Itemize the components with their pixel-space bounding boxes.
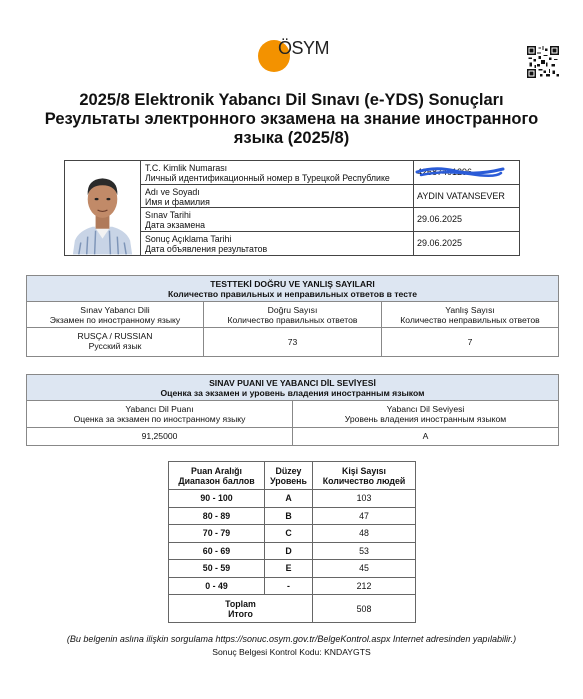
label-tr: Sonuç Açıklama Tarihi xyxy=(145,233,232,244)
col-language-ru: Экзамен по иностранному языку xyxy=(49,315,181,325)
col-correct-tr: Doğru Sayısı xyxy=(267,305,318,315)
id-number-value: 42687401296 xyxy=(417,167,473,177)
col-level-ru: Уровень владения иностранным языком xyxy=(344,414,507,424)
answers-column-headers xyxy=(27,302,558,328)
label-ru: Дата объявления результатов xyxy=(145,243,268,254)
answers-header xyxy=(27,276,558,302)
score-column-headers xyxy=(27,401,558,428)
result-date-value: 29.06.2025 xyxy=(417,237,463,248)
points-value: 91,25000 xyxy=(27,428,293,445)
level-cell: D xyxy=(265,542,313,560)
level-cell: E xyxy=(265,560,313,578)
table-row xyxy=(169,507,416,525)
col-wrong-tr: Yanlış Sayısı xyxy=(445,305,495,315)
dist-col-range-tr: Puan Aralığı xyxy=(191,465,242,476)
answers-table xyxy=(26,275,559,357)
col-points-ru: Оценка за экзамен по иностранному языку xyxy=(73,414,246,424)
page-title xyxy=(20,91,563,148)
range-cell: 90 - 100 xyxy=(169,490,265,508)
count-cell: 47 xyxy=(313,507,416,525)
row-id-number xyxy=(141,161,519,185)
language-value-ru: Русский язык xyxy=(88,341,142,351)
label-tr: T.C. Kimlik Numarası xyxy=(145,163,228,173)
exam-date-value: 29.06.2025 xyxy=(417,214,463,224)
col-wrong-ru: Количество неправильных ответов xyxy=(400,315,540,325)
osym-logo xyxy=(258,38,330,72)
range-cell: 70 - 79 xyxy=(169,525,265,543)
dist-col-level-ru: Уровень xyxy=(270,475,307,486)
label-tr: Adı ve Soyadı xyxy=(145,186,200,197)
count-cell: 48 xyxy=(313,525,416,543)
range-cell: 50 - 59 xyxy=(169,560,265,578)
col-level-tr: Yabancı Dil Seviyesi xyxy=(386,404,465,414)
dist-col-range-ru: Диапазон баллов xyxy=(178,475,255,486)
row-exam-date xyxy=(141,208,519,232)
answers-header-tr: TESTTEKİ DOĞRU VE YANLIŞ SAYILARI xyxy=(210,279,375,289)
control-code: Sonuç Belgesi Kontrol Kodu: KNDAYGTS xyxy=(212,647,371,657)
candidate-info xyxy=(64,160,520,256)
title-line-ru-2: языка (2025/8) xyxy=(233,129,350,147)
redaction-scribble xyxy=(415,163,505,179)
qr-code xyxy=(527,46,559,78)
answers-values-row xyxy=(27,328,558,356)
logo-text: ÖSYM xyxy=(278,38,330,58)
level-value: A xyxy=(422,431,429,441)
level-cell: B xyxy=(265,507,313,525)
table-row xyxy=(169,560,416,578)
label-ru: Имя и фамилия xyxy=(145,196,210,207)
candidate-photo xyxy=(65,161,141,255)
total-label-tr: Toplam xyxy=(225,598,256,609)
wrong-count: 7 xyxy=(467,337,473,347)
row-name xyxy=(141,185,519,209)
table-row xyxy=(169,490,416,508)
count-cell: 53 xyxy=(313,542,416,560)
verification-note: (Bu belgenin aslına ilişkin sorgulama https://sonuc.osym.gov.tr/BelgeKontrol.aspx Internet adresinden yapılabilir.) xyxy=(66,634,517,644)
table-row xyxy=(169,542,416,560)
dist-col-count-tr: Kişi Sayısı xyxy=(341,465,386,476)
title-line-ru: Результаты электронного экзамена на знание иностранного xyxy=(44,110,539,128)
level-cell: A xyxy=(265,490,313,508)
score-header xyxy=(27,375,558,401)
label-ru: Дата экзамена xyxy=(145,220,205,230)
total-label-ru: Итого xyxy=(228,608,253,619)
correct-count: 73 xyxy=(204,328,382,356)
score-distribution-table xyxy=(168,461,416,623)
total-count: 508 xyxy=(313,595,416,623)
dist-col-level-tr: Düzey xyxy=(275,465,302,476)
score-header-ru: Оценка за экзамен и уровень владения иностранным языком xyxy=(160,388,425,398)
row-result-date xyxy=(141,232,519,256)
level-cell: - xyxy=(265,577,313,595)
range-cell: 60 - 69 xyxy=(169,542,265,560)
label-ru: Личный идентификационный номер в Турецкой Республике xyxy=(145,173,390,183)
range-cell: 80 - 89 xyxy=(169,507,265,525)
col-points-tr: Yabancı Dil Puanı xyxy=(125,404,194,414)
count-cell: 45 xyxy=(313,560,416,578)
label-tr: Sınav Tarihi xyxy=(145,210,191,220)
score-header-tr: SINAV PUANI VE YABANCI DİL SEVİYESİ xyxy=(209,378,376,388)
range-cell: 0 - 49 xyxy=(169,577,265,595)
col-correct-ru: Количество правильных ответов xyxy=(227,315,358,325)
col-language-tr: Sınav Yabancı Dili xyxy=(80,305,150,315)
dist-col-count-ru: Количество людей xyxy=(322,475,406,486)
level-cell: C xyxy=(265,525,313,543)
table-row xyxy=(169,525,416,543)
table-row xyxy=(169,577,416,595)
total-row xyxy=(169,595,416,623)
title-line-tr: 2025/8 Elektronik Yabancı Dil Sınavı (e-YDS) Sonuçları xyxy=(79,91,504,109)
score-values-row xyxy=(27,428,558,445)
language-value-tr: RUSÇA / RUSSIAN xyxy=(77,331,153,341)
distribution-header-row xyxy=(169,462,416,490)
count-cell: 212 xyxy=(313,577,416,595)
count-cell: 103 xyxy=(313,490,416,508)
name-value: AYDIN VATANSEVER xyxy=(417,190,505,201)
answers-header-ru: Количество правильных и неправильных ответов в тесте xyxy=(168,289,417,299)
score-table xyxy=(26,374,559,446)
